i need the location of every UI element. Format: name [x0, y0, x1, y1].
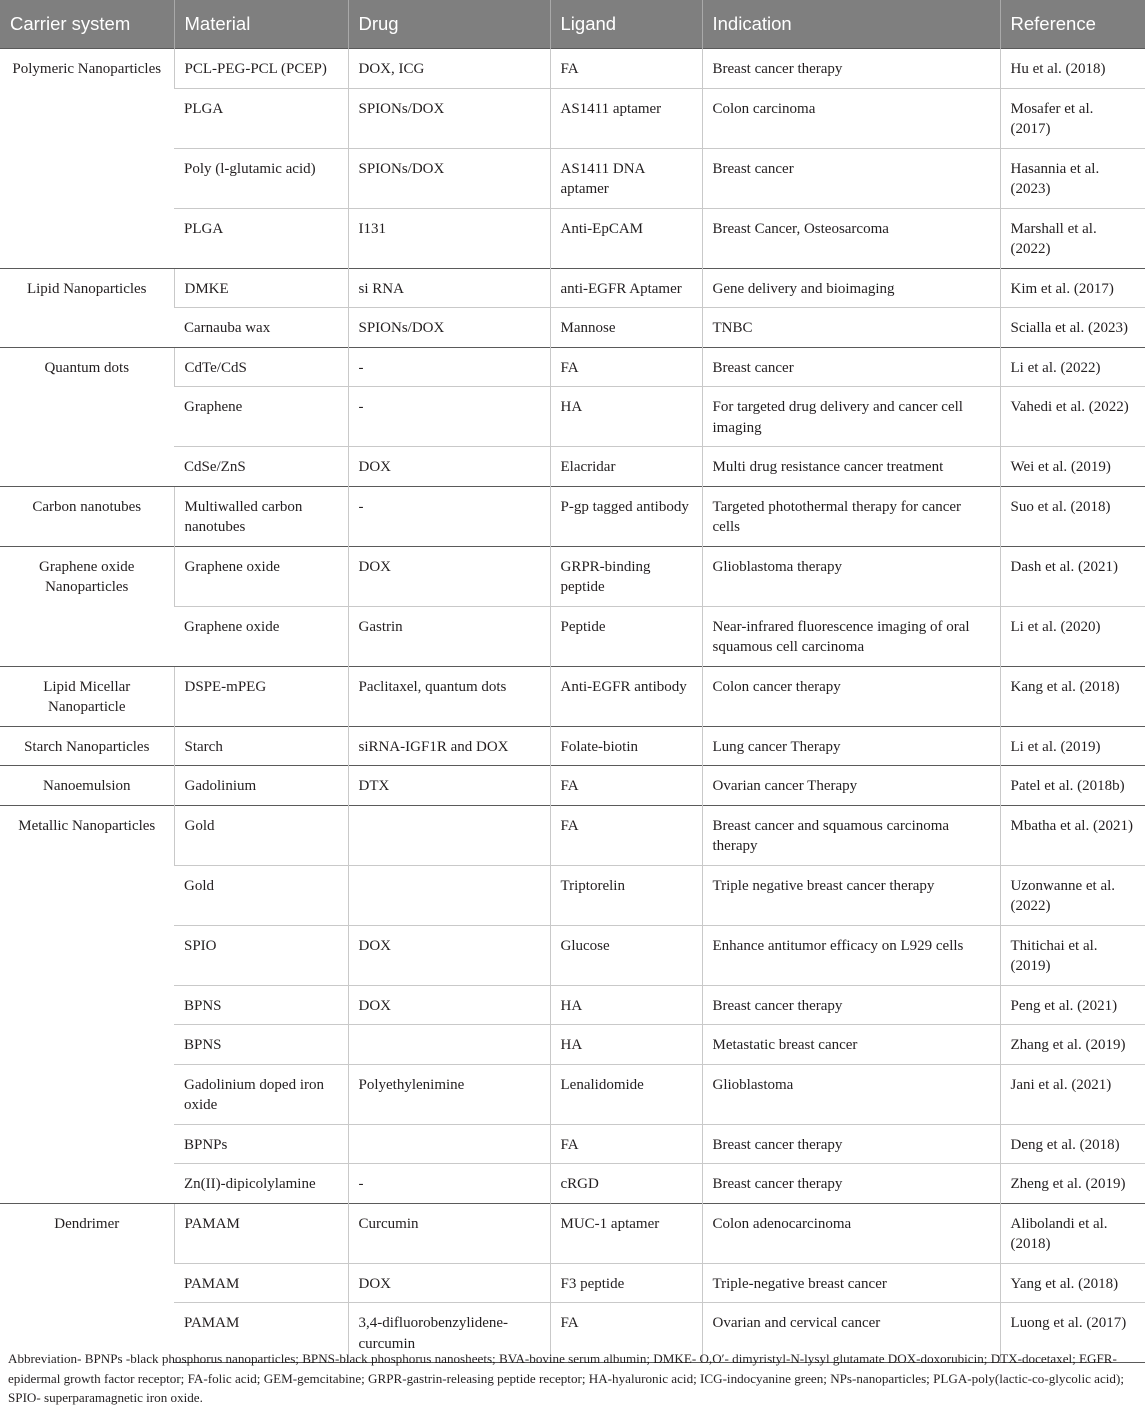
- drug-cell: -: [348, 486, 550, 546]
- ligand-cell: AS1411 aptamer: [550, 88, 702, 148]
- material-cell: CdTe/CdS: [174, 347, 348, 387]
- reference-cell: Jani et al. (2021): [1000, 1064, 1145, 1124]
- ligand-cell: GRPR-binding peptide: [550, 546, 702, 606]
- drug-cell: DOX: [348, 447, 550, 487]
- drug-cell: I131: [348, 208, 550, 268]
- indication-cell: Gene delivery and bioimaging: [702, 268, 1000, 308]
- header-carrier-system: Carrier system: [0, 0, 174, 49]
- drug-cell: DOX: [348, 1263, 550, 1303]
- reference-cell: Zheng et al. (2019): [1000, 1164, 1145, 1204]
- indication-cell: Ovarian cancer Therapy: [702, 766, 1000, 806]
- indication-cell: Targeted photothermal therapy for cancer cells: [702, 486, 1000, 546]
- table-row: [0, 49, 1145, 89]
- reference-cell: Patel et al. (2018b): [1000, 766, 1145, 806]
- carrier-system-cell: Starch Nanoparticles: [0, 726, 174, 766]
- ligand-cell: HA: [550, 985, 702, 1025]
- ligand-cell: cRGD: [550, 1164, 702, 1204]
- reference-cell: Mosafer et al. (2017): [1000, 88, 1145, 148]
- material-cell: PLGA: [174, 208, 348, 268]
- ligand-cell: Anti-EGFR antibody: [550, 666, 702, 726]
- reference-cell: Thitichai et al. (2019): [1000, 925, 1145, 985]
- ligand-cell: Mannose: [550, 308, 702, 348]
- ligand-cell: HA: [550, 387, 702, 447]
- material-cell: PAMAM: [174, 1203, 348, 1263]
- indication-cell: Breast cancer therapy: [702, 1124, 1000, 1164]
- drug-cell: [348, 865, 550, 925]
- drug-cell: DTX: [348, 766, 550, 806]
- reference-cell: Li et al. (2020): [1000, 606, 1145, 666]
- indication-cell: Triple negative breast cancer therapy: [702, 865, 1000, 925]
- material-cell: Gadolinium doped iron oxide: [174, 1064, 348, 1124]
- indication-cell: Breast cancer therapy: [702, 1164, 1000, 1204]
- drug-cell: SPIONs/DOX: [348, 148, 550, 208]
- material-cell: Starch: [174, 726, 348, 766]
- ligand-cell: anti-EGFR Aptamer: [550, 268, 702, 308]
- drug-cell: Curcumin: [348, 1203, 550, 1263]
- ligand-cell: Triptorelin: [550, 865, 702, 925]
- indication-cell: Breast cancer therapy: [702, 49, 1000, 89]
- indication-cell: Breast cancer and squamous carcinoma therapy: [702, 805, 1000, 865]
- ligand-cell: FA: [550, 347, 702, 387]
- material-cell: Gold: [174, 805, 348, 865]
- material-cell: Graphene: [174, 387, 348, 447]
- material-cell: Carnauba wax: [174, 308, 348, 348]
- ligand-cell: F3 peptide: [550, 1263, 702, 1303]
- ligand-cell: FA: [550, 766, 702, 806]
- reference-cell: Hu et al. (2018): [1000, 49, 1145, 89]
- ligand-cell: AS1411 DNA aptamer: [550, 148, 702, 208]
- indication-cell: Glioblastoma: [702, 1064, 1000, 1124]
- material-cell: PAMAM: [174, 1303, 348, 1363]
- header-ligand: Ligand: [550, 0, 702, 49]
- table-row: [0, 546, 1145, 606]
- carrier-system-cell: Metallic Nanoparticles: [0, 805, 174, 1203]
- reference-cell: Vahedi et al. (2022): [1000, 387, 1145, 447]
- material-cell: Graphene oxide: [174, 546, 348, 606]
- drug-cell: -: [348, 347, 550, 387]
- drug-cell: DOX: [348, 546, 550, 606]
- drug-cell: Polyethylenimine: [348, 1064, 550, 1124]
- indication-cell: Breast cancer: [702, 347, 1000, 387]
- ligand-cell: Peptide: [550, 606, 702, 666]
- reference-cell: Suo et al. (2018): [1000, 486, 1145, 546]
- indication-cell: For targeted drug delivery and cancer cell imaging: [702, 387, 1000, 447]
- header-reference: Reference: [1000, 0, 1145, 49]
- table-header: [0, 0, 1145, 49]
- material-cell: SPIO: [174, 925, 348, 985]
- drug-cell: DOX, ICG: [348, 49, 550, 89]
- table-row: [0, 726, 1145, 766]
- table-row: [0, 666, 1145, 726]
- table-row: [0, 1203, 1145, 1263]
- indication-cell: Lung cancer Therapy: [702, 726, 1000, 766]
- ligand-cell: FA: [550, 49, 702, 89]
- indication-cell: Metastatic breast cancer: [702, 1025, 1000, 1065]
- material-cell: Poly (l-glutamic acid): [174, 148, 348, 208]
- header-row: [0, 0, 1145, 49]
- table-row: [0, 805, 1145, 865]
- reference-cell: Alibolandi et al. (2018): [1000, 1203, 1145, 1263]
- drug-cell: -: [348, 1164, 550, 1204]
- reference-cell: Peng et al. (2021): [1000, 985, 1145, 1025]
- carrier-system-cell: Nanoemulsion: [0, 766, 174, 806]
- ligand-cell: Glucose: [550, 925, 702, 985]
- carrier-system-cell: Dendrimer: [0, 1203, 174, 1363]
- drug-cell: 3,4-difluorobenzylidene-curcumin: [348, 1303, 550, 1363]
- material-cell: Graphene oxide: [174, 606, 348, 666]
- reference-cell: Scialla et al. (2023): [1000, 308, 1145, 348]
- indication-cell: Glioblastoma therapy: [702, 546, 1000, 606]
- indication-cell: Near-infrared fluorescence imaging of oral squamous cell carcinoma: [702, 606, 1000, 666]
- carrier-system-cell: Lipid Micellar Nanoparticle: [0, 666, 174, 726]
- indication-cell: Colon adenocarcinoma: [702, 1203, 1000, 1263]
- header-indication: Indication: [702, 0, 1000, 49]
- reference-cell: Yang et al. (2018): [1000, 1263, 1145, 1303]
- header-material: Material: [174, 0, 348, 49]
- reference-cell: Deng et al. (2018): [1000, 1124, 1145, 1164]
- ligand-cell: Anti-EpCAM: [550, 208, 702, 268]
- material-cell: BPNS: [174, 1025, 348, 1065]
- reference-cell: Zhang et al. (2019): [1000, 1025, 1145, 1065]
- indication-cell: Colon cancer therapy: [702, 666, 1000, 726]
- table-row: [0, 766, 1145, 806]
- drug-cell: Paclitaxel, quantum dots: [348, 666, 550, 726]
- drug-cell: SPIONs/DOX: [348, 308, 550, 348]
- ligand-cell: FA: [550, 1124, 702, 1164]
- material-cell: Gadolinium: [174, 766, 348, 806]
- reference-cell: Kim et al. (2017): [1000, 268, 1145, 308]
- table-row: [0, 347, 1145, 387]
- reference-cell: Uzonwanne et al. (2022): [1000, 865, 1145, 925]
- material-cell: Multiwalled carbon nanotubes: [174, 486, 348, 546]
- material-cell: BPNPs: [174, 1124, 348, 1164]
- material-cell: Gold: [174, 865, 348, 925]
- material-cell: DMKE: [174, 268, 348, 308]
- reference-cell: Wei et al. (2019): [1000, 447, 1145, 487]
- drug-cell: si RNA: [348, 268, 550, 308]
- indication-cell: Colon carcinoma: [702, 88, 1000, 148]
- indication-cell: Breast Cancer, Osteosarcoma: [702, 208, 1000, 268]
- ligand-cell: FA: [550, 1303, 702, 1363]
- carrier-system-cell: Graphene oxide Nanoparticles: [0, 546, 174, 666]
- material-cell: CdSe/ZnS: [174, 447, 348, 487]
- drug-cell: SPIONs/DOX: [348, 88, 550, 148]
- material-cell: Zn(II)-dipicolylamine: [174, 1164, 348, 1204]
- carrier-system-cell: Carbon nanotubes: [0, 486, 174, 546]
- reference-cell: Hasannia et al. (2023): [1000, 148, 1145, 208]
- reference-cell: Marshall et al. (2022): [1000, 208, 1145, 268]
- header-drug: Drug: [348, 0, 550, 49]
- reference-cell: Dash et al. (2021): [1000, 546, 1145, 606]
- drug-cell: [348, 1025, 550, 1065]
- table-row: [0, 268, 1145, 308]
- material-cell: PLGA: [174, 88, 348, 148]
- ligand-cell: Elacridar: [550, 447, 702, 487]
- abbreviation-footnote: Abbreviation- BPNPs -black phosphorus nanoparticles; BPNS-black phosphorus nanosheets; BVA-bovine serum albumin; DMKE- O,O′- dimyristyl-N-lysyl glutamate DOX-doxorubicin; DTX-docetaxel; EGFR- epidermal growth factor receptor; FA-folic acid; GEM-gemcitabine; GRPR-gastrin-releasing peptide receptor; HA-hyaluronic acid; ICG-indocyanine green; NPs-nanoparticles; PLGA-poly(lactic-co-glycolic acid); SPIO- superparamagnetic iron oxide.: [8, 1351, 1124, 1405]
- ligand-cell: Lenalidomide: [550, 1064, 702, 1124]
- drug-cell: [348, 805, 550, 865]
- material-cell: PCL-PEG-PCL (PCEP): [174, 49, 348, 89]
- drug-cell: DOX: [348, 985, 550, 1025]
- indication-cell: Triple-negative breast cancer: [702, 1263, 1000, 1303]
- carrier-system-cell: Lipid Nanoparticles: [0, 268, 174, 347]
- drug-cell: siRNA-IGF1R and DOX: [348, 726, 550, 766]
- drug-cell: -: [348, 387, 550, 447]
- carrier-system-cell: Quantum dots: [0, 347, 174, 486]
- reference-cell: Mbatha et al. (2021): [1000, 805, 1145, 865]
- reference-cell: Luong et al. (2017): [1000, 1303, 1145, 1363]
- ligand-cell: FA: [550, 805, 702, 865]
- ligand-cell: MUC-1 aptamer: [550, 1203, 702, 1263]
- indication-cell: Enhance antitumor efficacy on L929 cells: [702, 925, 1000, 985]
- material-cell: BPNS: [174, 985, 348, 1025]
- indication-cell: Breast cancer therapy: [702, 985, 1000, 1025]
- reference-cell: Li et al. (2022): [1000, 347, 1145, 387]
- material-cell: DSPE-mPEG: [174, 666, 348, 726]
- ligand-cell: Folate-biotin: [550, 726, 702, 766]
- drug-cell: Gastrin: [348, 606, 550, 666]
- indication-cell: Breast cancer: [702, 148, 1000, 208]
- reference-cell: Kang et al. (2018): [1000, 666, 1145, 726]
- material-cell: PAMAM: [174, 1263, 348, 1303]
- ligand-cell: P-gp tagged antibody: [550, 486, 702, 546]
- drug-cell: DOX: [348, 925, 550, 985]
- table-row: [0, 486, 1145, 546]
- carrier-system-cell: Polymeric Nanoparticles: [0, 49, 174, 269]
- table-body: [0, 49, 1145, 1363]
- ligand-cell: HA: [550, 1025, 702, 1065]
- indication-cell: Ovarian and cervical cancer: [702, 1303, 1000, 1363]
- indication-cell: Multi drug resistance cancer treatment: [702, 447, 1000, 487]
- drug-cell: [348, 1124, 550, 1164]
- reference-cell: Li et al. (2019): [1000, 726, 1145, 766]
- indication-cell: TNBC: [702, 308, 1000, 348]
